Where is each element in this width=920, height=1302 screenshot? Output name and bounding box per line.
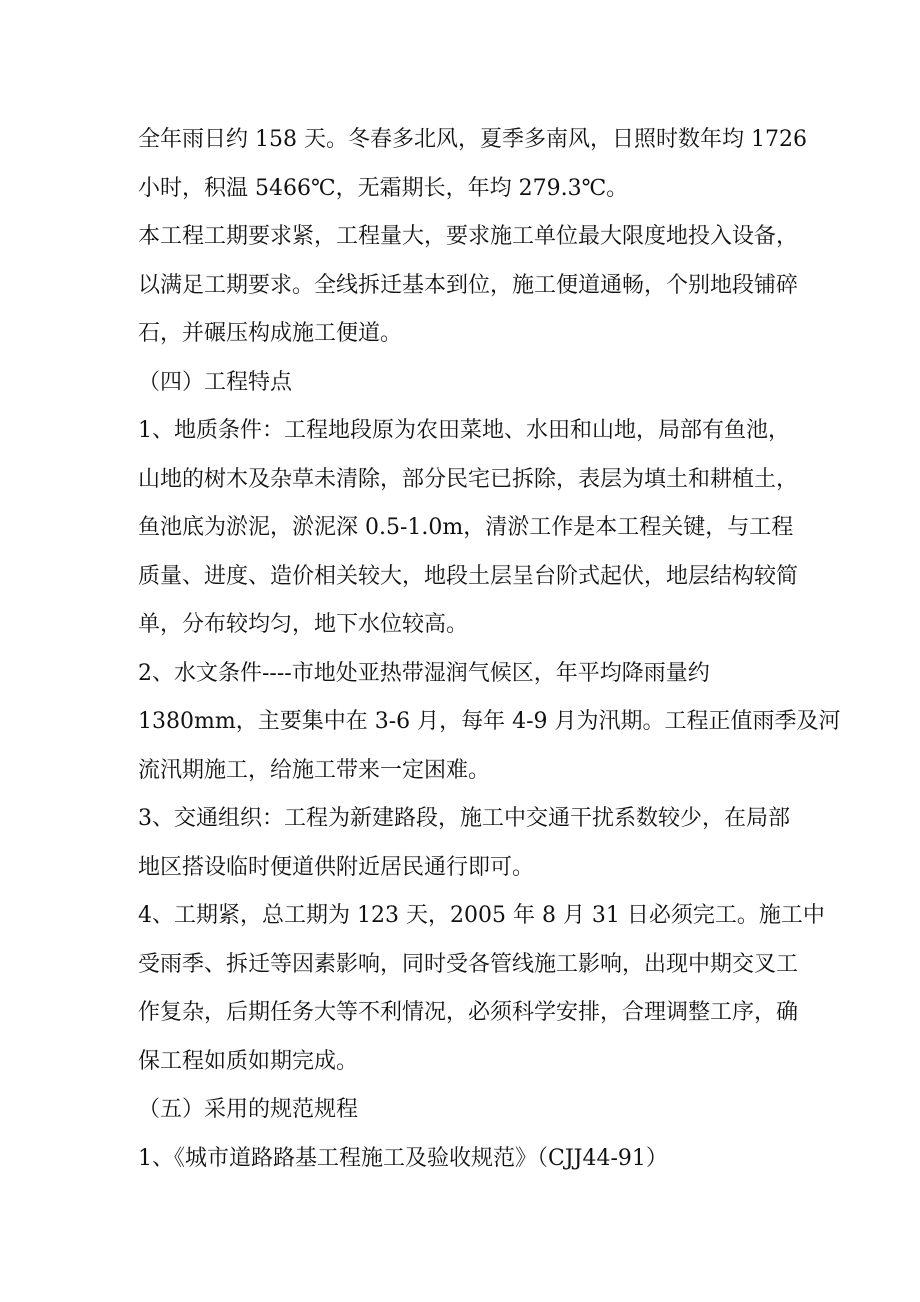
text-line: 4、工期紧，总工期为 123 天，2005 年 8 月 31 日必须完工。施工中 [138, 903, 825, 928]
text-line: 质量、进度、造价相关较大，地段土层呈台阶式起伏，地层结构较简 [138, 563, 799, 589]
section-heading: （五）采用的规范规程 [138, 1097, 359, 1122]
document-body [138, 116, 841, 1183]
text-line: 3、交通组织：工程为新建路段，施工中交通干扰系数较少，在局部 [138, 806, 790, 831]
text-line: 保工程如质如期完成。 [138, 1048, 359, 1074]
text-line: 鱼池底为淤泥，淤泥深 0.5-1.0m，清淤工作是本工程关键，与工程 [138, 515, 794, 540]
text-line: 2、水文条件----市地处亚热带湿润气候区，年平均降雨量约 [138, 660, 710, 686]
text-line: 流汛期施工，给施工带来一定困难。 [138, 757, 491, 783]
text-line: 石，并碾压构成施工便道。 [138, 321, 403, 346]
text-line: 1、《城市道路路基工程施工及验收规范》（CJJ44-91） [138, 1145, 668, 1171]
text-line: 1380mm，主要集中在 3-6 月，每年 4-9 月为汛期。工程正值雨季及河 [138, 709, 841, 734]
text-line: 以满足工期要求。全线拆迁基本到位，施工便道通畅，个别地段铺碎 [138, 272, 799, 298]
text-line: 单，分布较均匀，地下水位较高。 [138, 612, 469, 637]
text-line: 1、地质条件：工程地段原为农田菜地、水田和山地，局部有鱼池， [138, 418, 790, 443]
text-line: 本工程工期要求紧，工程量大，要求施工单位最大限度地投入设备， [138, 224, 799, 249]
text-line: 受雨季、拆迁等因素影响，同时受各管线施工影响，出现中期交叉工 [138, 951, 799, 977]
text-line: 山地的树木及杂草未清除，部分民宅已拆除，表层为填土和耕植土， [138, 466, 799, 492]
text-line: 小时，积温 5466℃，无霜期长，年均 279.3℃。 [138, 175, 629, 201]
section-heading: （四）工程特点 [138, 369, 293, 395]
text-line: 地区搭设临时便道供附近居民通行即可。 [138, 854, 535, 880]
text-line: 全年雨日约 158 天。冬春多北风，夏季多南风，日照时数年均 1726 [138, 127, 807, 152]
text-line: 作复杂，后期任务大等不利情况，必须科学安排，合理调整工序，确 [138, 1000, 799, 1025]
